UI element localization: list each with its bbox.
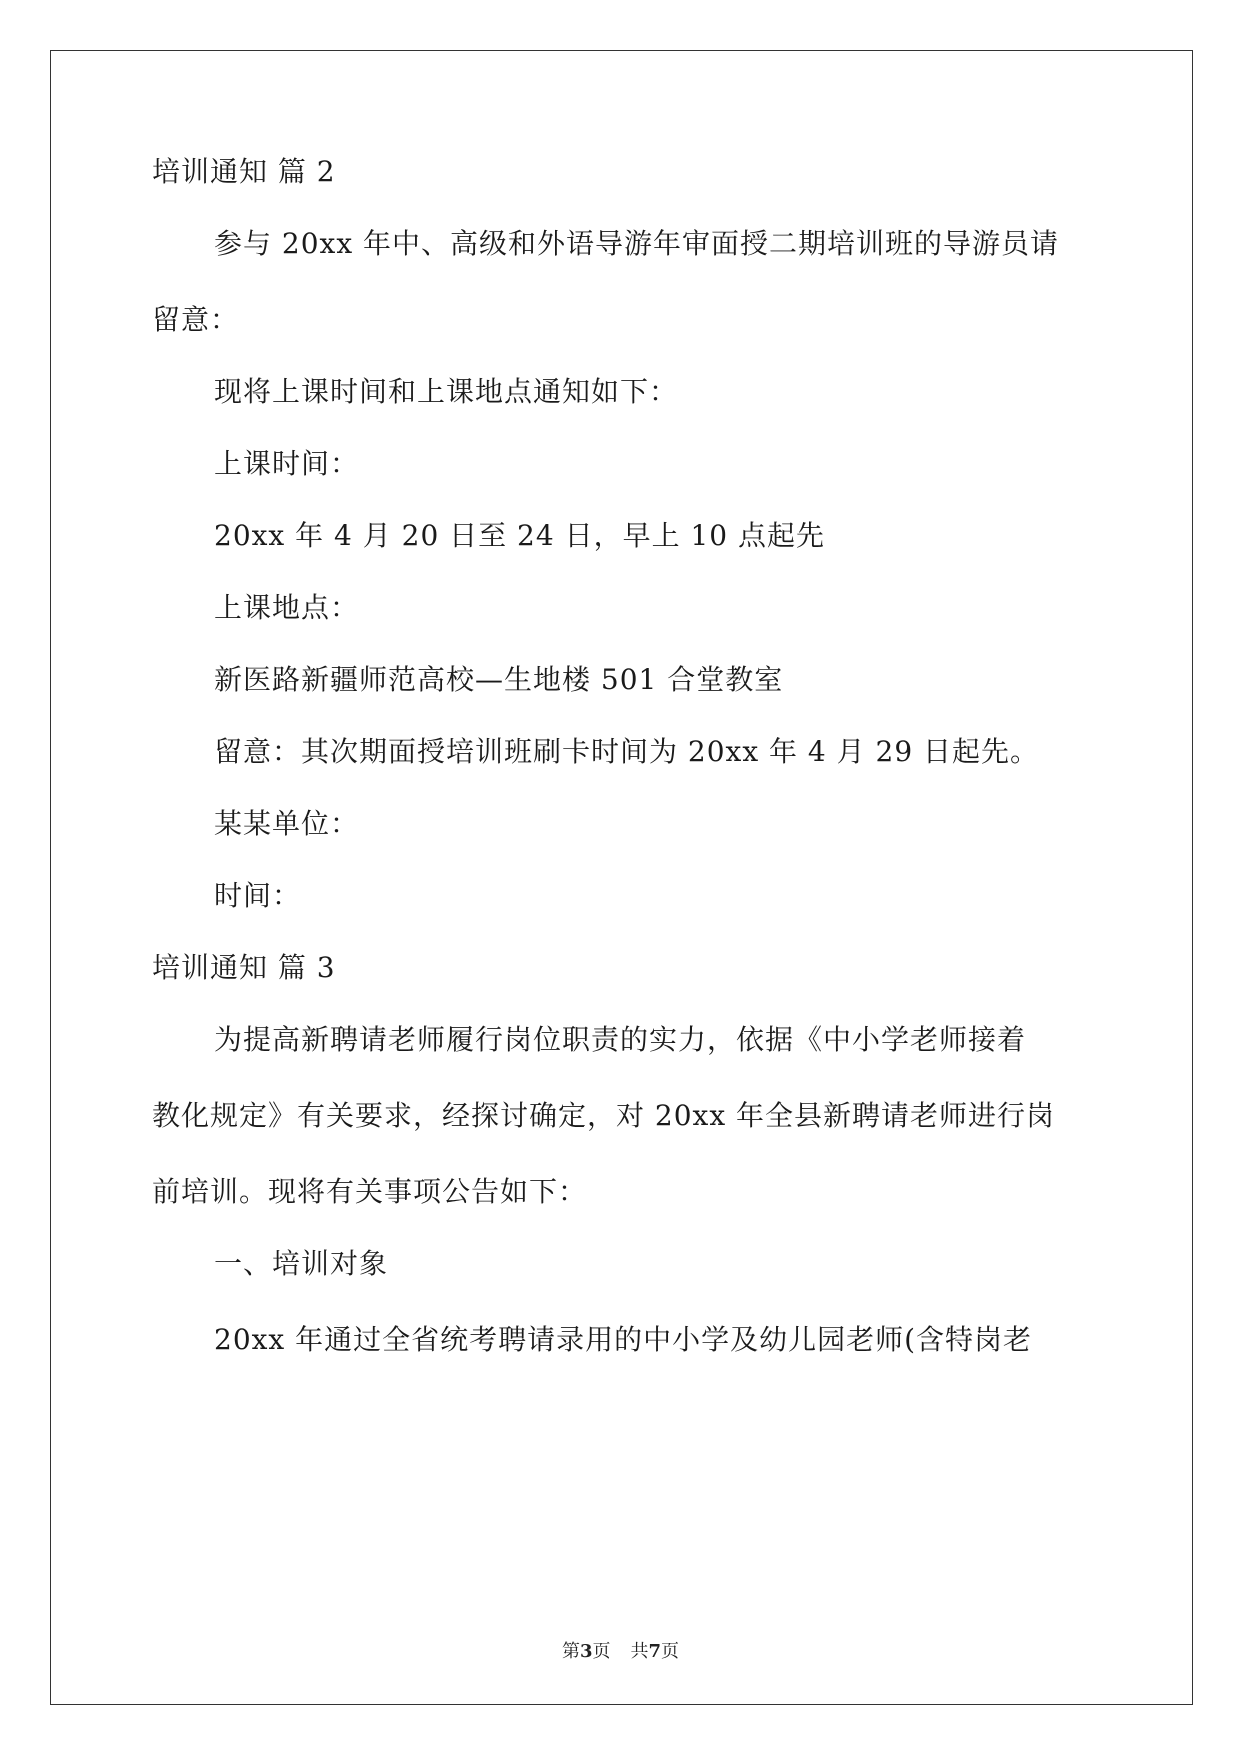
page-suffix: 页: [592, 1641, 611, 1662]
paragraph-line: 前培训。现将有关事项公告如下：: [152, 1175, 588, 1208]
total-prefix: 共: [630, 1641, 649, 1662]
paragraph-line: 新医路新疆师范高校—生地楼 501 合堂教室: [214, 663, 784, 696]
total-suffix: 页: [661, 1641, 680, 1662]
page-total: 7: [648, 1641, 662, 1662]
page-footer: [0, 1640, 1241, 1664]
paragraph-line: 留意：其次期面授培训班刷卡时间为 20xx 年 4 月 29 日起先。: [214, 735, 1040, 768]
page-current: 3: [579, 1641, 593, 1662]
paragraph-line: 教化规定》有关要求，经探讨确定，对 20xx 年全县新聘请老师进行岗: [152, 1099, 1056, 1132]
paragraph-line: 上课地点：: [214, 591, 360, 624]
paragraph-line: 现将上课时间和上课地点通知如下：: [214, 375, 679, 408]
paragraph-line: 20xx 年 4 月 20 日至 24 日，早上 10 点起先: [214, 519, 826, 552]
paragraph-line: 留意：: [152, 303, 240, 336]
section-heading: 培训通知 篇 2: [152, 155, 336, 188]
paragraph-line: 为提高新聘请老师履行岗位职责的实力，依据《中小学老师接着: [214, 1023, 1027, 1056]
paragraph-line: 一、培训对象: [214, 1247, 389, 1280]
paragraph-line: 某某单位：: [214, 807, 360, 840]
section-heading: 培训通知 篇 3: [152, 951, 336, 984]
paragraph-line: 20xx 年通过全省统考聘请录用的中小学及幼儿园老师(含特岗老: [214, 1323, 1033, 1356]
page-prefix: 第: [561, 1641, 580, 1662]
paragraph-line: 上课时间：: [214, 447, 360, 480]
paragraph-line: 时间：: [214, 879, 302, 912]
paragraph-line: 参与 20xx 年中、高级和外语导游年审面授二期培训班的导游员请: [214, 227, 1060, 260]
